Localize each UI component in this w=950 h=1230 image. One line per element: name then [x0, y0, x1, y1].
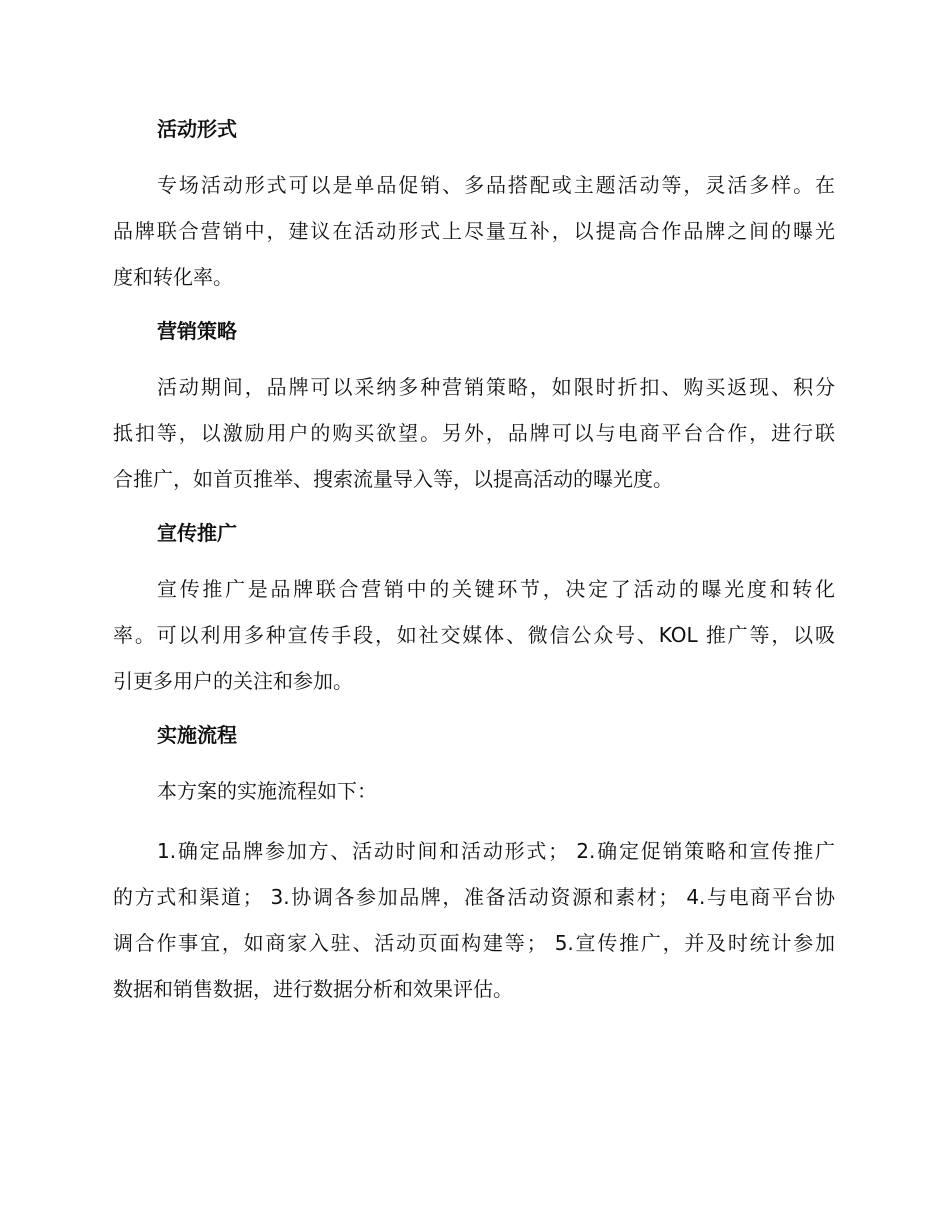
paragraph-line: 本方案的实施流程如下：	[157, 779, 377, 803]
paragraph-line: 合推广，如首页推举、搜索流量导入等，以提高活动的曝光度。	[113, 467, 673, 491]
section-heading-implementation: 实施流程	[157, 723, 237, 747]
document-page	[113, 112, 835, 1012]
paragraph-line: 度和转化率。	[113, 265, 233, 289]
paragraph-line: 调合作事宜，如商家入驻、活动页面构建等； 5.宣传推广，并及时统计参加	[113, 931, 835, 955]
section-heading-activity-format: 活动形式	[157, 117, 237, 141]
paragraph-line: 抵扣等，以激励用户的购买欲望。另外，品牌可以与电商平台合作，进行联	[113, 421, 835, 445]
paragraph-line: 活动期间，品牌可以采纳多种营销策略，如限时折扣、购买返现、积分	[157, 375, 835, 399]
section-paragraph-implementation-intro	[113, 768, 835, 814]
paragraph-line: 率。可以利用多种宣传手段，如社交媒体、微信公众号、KOL 推广等，以吸	[113, 623, 835, 647]
section-heading-marketing-strategy: 营销策略	[157, 319, 237, 343]
paragraph-line: 的方式和渠道； 3.协调各参加品牌，准备活动资源和素材； 4.与电商平台协	[113, 885, 835, 909]
paragraph-line: 宣传推广是品牌联合营销中的关键环节，决定了活动的曝光度和转化	[157, 577, 835, 601]
section-paragraph-promotion	[113, 566, 835, 704]
paragraph-line: 1.确定品牌参加方、活动时间和活动形式； 2.确定促销策略和宣传推广	[157, 839, 835, 863]
paragraph-line: 品牌联合营销中，建议在活动形式上尽量互补，以提高合作品牌之间的曝光	[113, 219, 835, 243]
paragraph-line: 数据和销售数据，进行数据分析和效果评估。	[113, 977, 513, 1001]
section-paragraph-marketing-strategy	[113, 364, 835, 502]
section-heading-promotion: 宣传推广	[157, 521, 237, 545]
paragraph-line: 专场活动形式可以是单品促销、多品搭配或主题活动等，灵活多样。在	[157, 173, 835, 197]
paragraph-line: 引更多用户的关注和参加。	[113, 669, 353, 693]
implementation-steps-paragraph	[113, 828, 835, 1012]
section-paragraph-activity-format	[113, 162, 835, 300]
